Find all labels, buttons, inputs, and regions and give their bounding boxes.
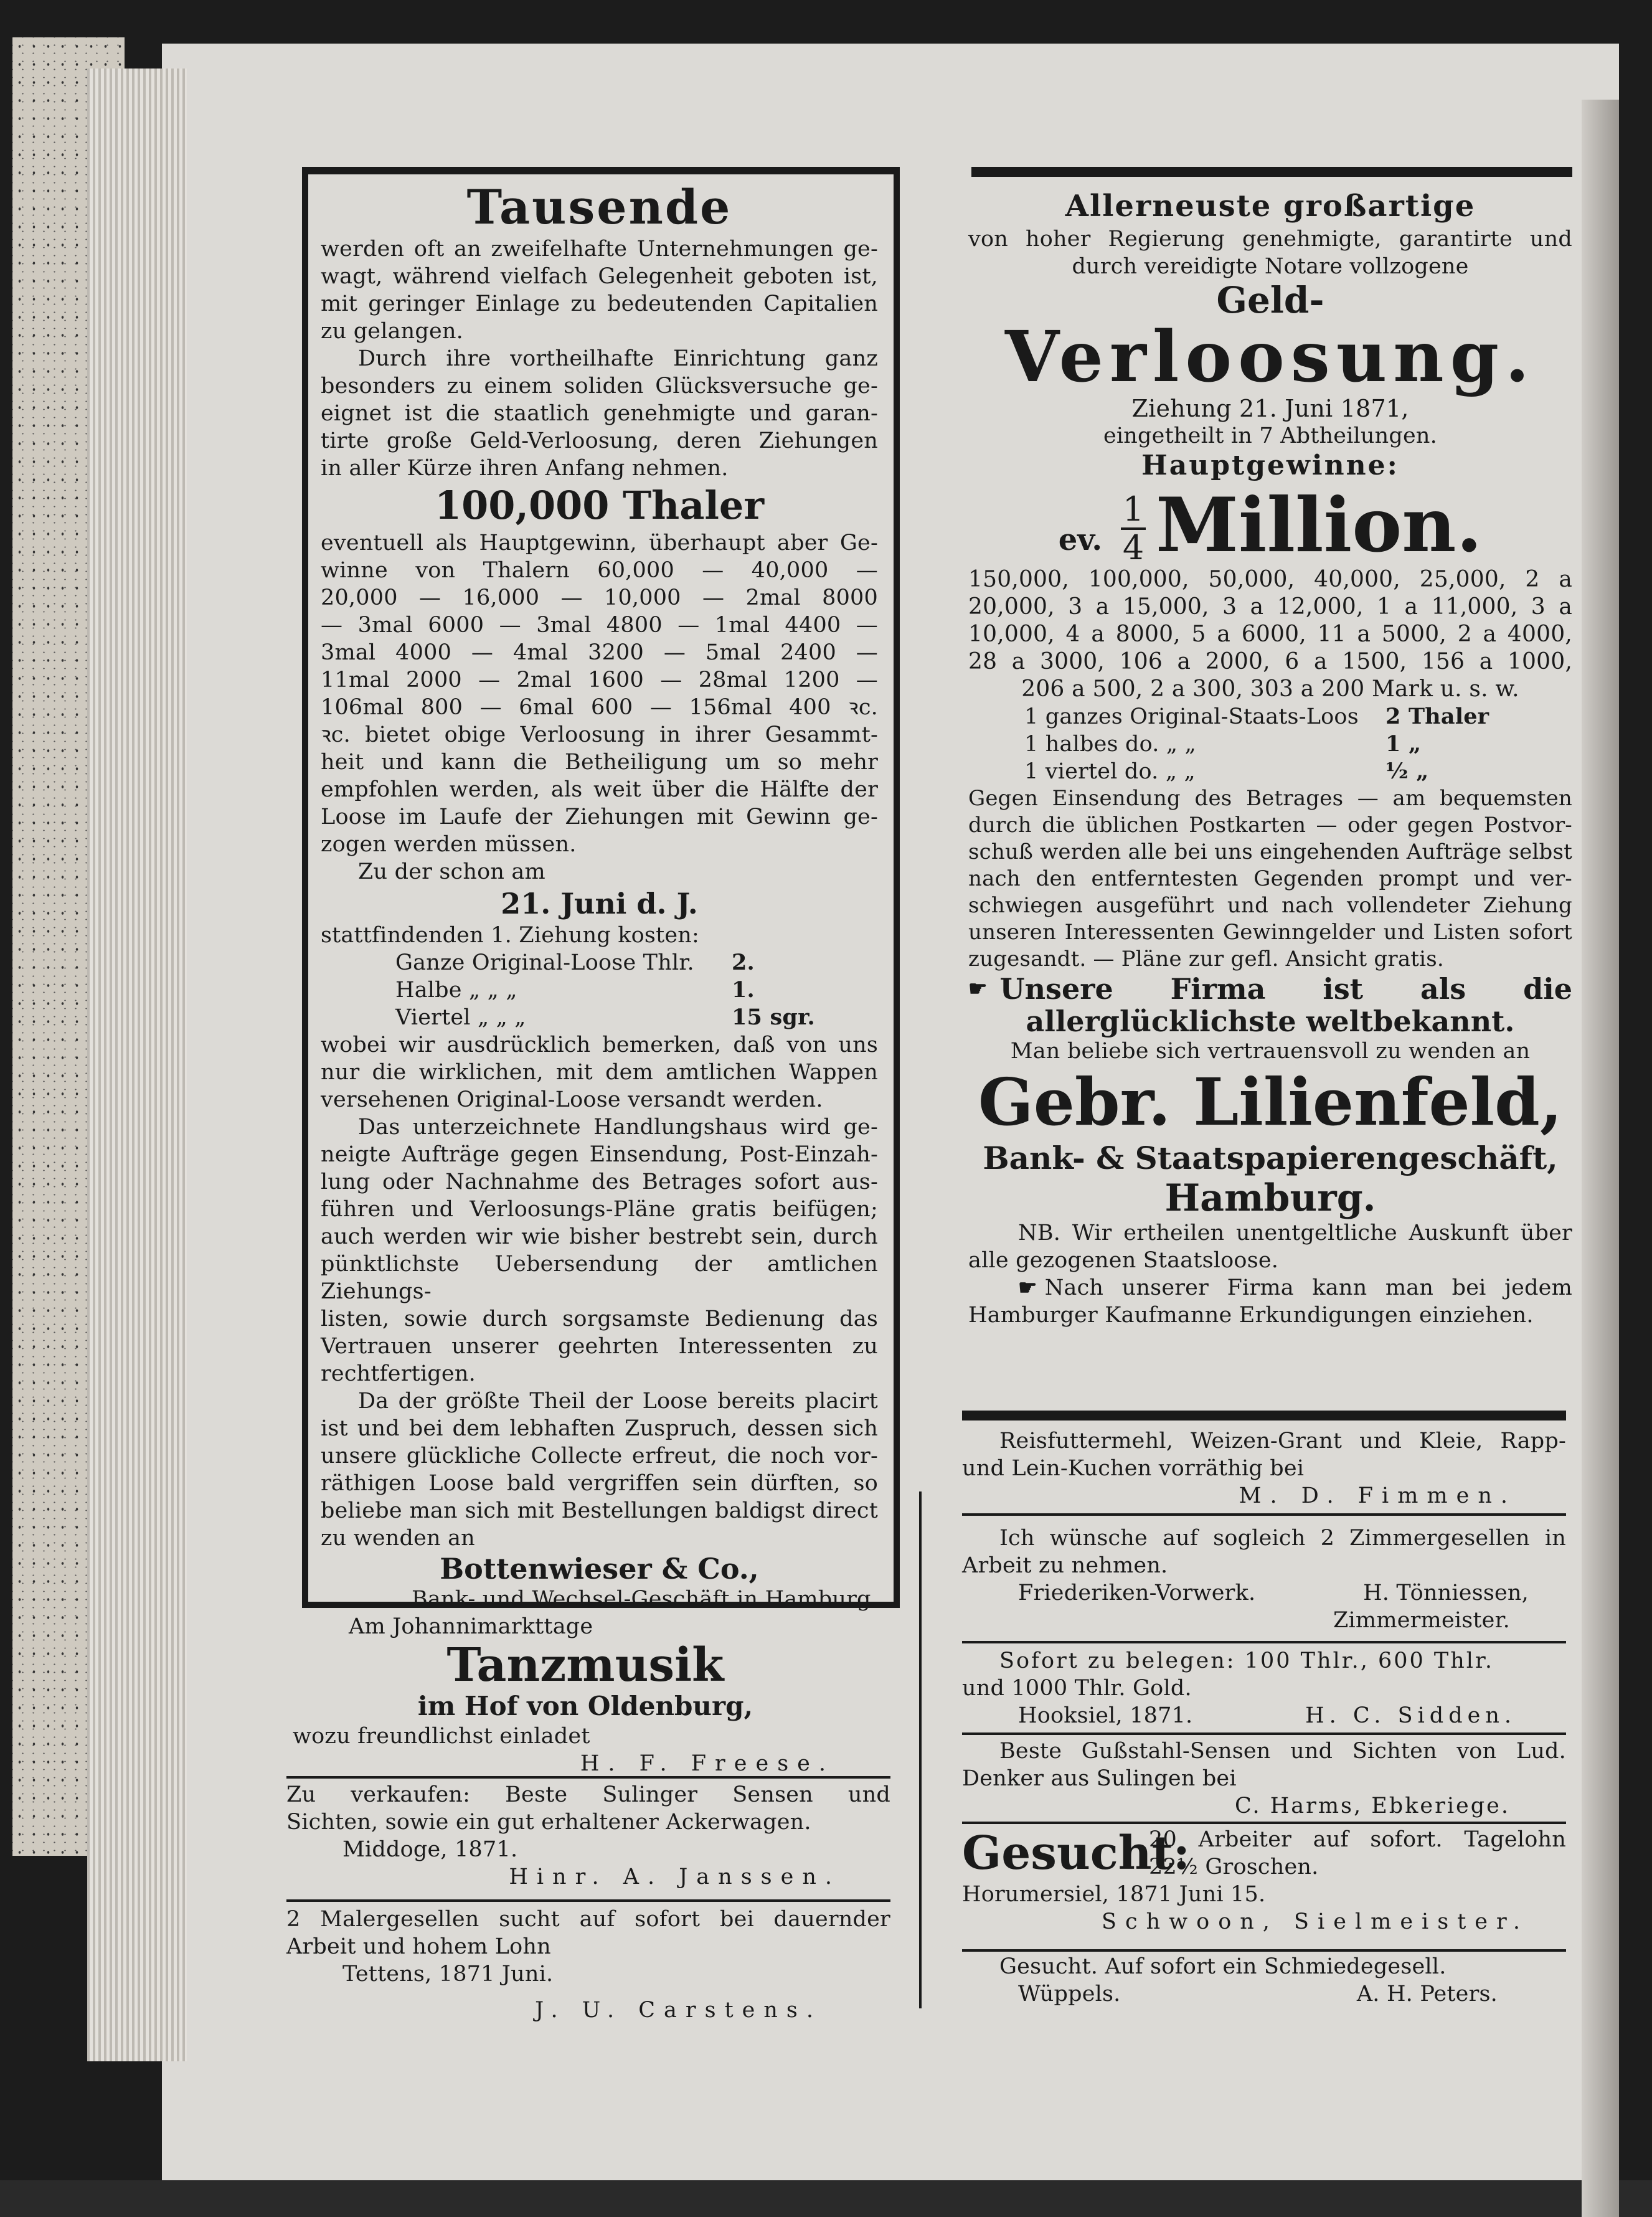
sulingen-notice (286, 1781, 890, 1891)
text-line: 10,000, 4 a 8000, 5 a 6000, 11 a 5000, 2 a 4000, (968, 622, 1572, 647)
text-line: Nach unserer Firma kann man bei jedem (1044, 1275, 1572, 1300)
firm-claim-2: allerglücklichste weltbekannt. (1026, 1005, 1515, 1038)
text-line: heit und kann die Betheiligung um so mehr (321, 750, 878, 775)
divider (962, 1949, 1566, 1952)
place-date: Tettens, 1871 Juni. (342, 1962, 554, 1987)
text-line: durch die üblichen Postkarten — oder gegen Postvor- (968, 813, 1572, 838)
pointing-hand-icon: ☛ (968, 976, 988, 1001)
place: Wüppels. (1018, 1982, 1121, 2007)
pointing-hand-icon: ☛ (1018, 1275, 1037, 1300)
signature: Hinr. A. Janssen. (509, 1865, 841, 1889)
loose-row (968, 758, 1572, 785)
text-line: zu gelangen. (321, 319, 464, 344)
price-label: Halbe „ „ „ (395, 978, 517, 1003)
text-line: lung oder Nachnahme des Betrages sofort aus- (321, 1170, 878, 1194)
text-line: wagt, während vielfach Gelegenheit geboten ist, (321, 264, 878, 289)
text-line: 150,000, 100,000, 50,000, 40,000, 25,000, 2 a (968, 567, 1572, 592)
million-line (968, 481, 1572, 569)
lottery-ad-content (321, 174, 878, 1613)
text-line: 28 a 3000, 106 a 2000, 6 a 1500, 156 a 1000, (968, 649, 1572, 674)
fraction (1121, 491, 1146, 566)
text-line: schwiegen ausgeführt und nach vollendeter Ziehung (968, 893, 1572, 918)
signature: A. H. Peters. (1356, 1982, 1498, 2007)
column-divider (919, 1491, 922, 2008)
paragraph-7 (321, 1113, 878, 1387)
sign-row (962, 1702, 1566, 1729)
text-line: Da der größte Theil der Loose bereits placirt (358, 1389, 878, 1414)
text-line: mit geringer Einlage zu bedeutenden Capitalien (321, 291, 878, 316)
text-line: Arbeit und hohem Lohn (286, 1934, 551, 1959)
text-line: beliebe man sich mit Bestellungen baldigst direct (321, 1498, 878, 1523)
prize-list (968, 566, 1572, 703)
text-line: Reisfuttermehl, Weizen-Grant und Kleie, Rapp- (999, 1429, 1566, 1454)
carpenter-notice (962, 1524, 1566, 1634)
wanted-word: Gesucht: (962, 1827, 1191, 1880)
price-row (321, 1004, 878, 1031)
text-line: Beste Gußstahl-Sensen und Sichten von Lud. (999, 1739, 1566, 1764)
dance-subtitle: im Hof von Oldenburg, (417, 1691, 753, 1721)
text-line: unseren Interessenten Gewinngelder und Listen sofort (968, 920, 1572, 945)
signature: C. Harms, Ebkeriege. (1234, 1794, 1510, 1818)
text-line: 3mal 4000 — 4mal 3200 — 5mal 2400 — (321, 640, 878, 665)
text-line: stattfindenden 1. Ziehung kosten: (321, 923, 700, 948)
paragraph-6 (321, 1031, 878, 1113)
place-date: Middoge, 1871. (342, 1837, 518, 1862)
text-line: 20 Arbeiter auf sofort. Tagelohn (1149, 1827, 1566, 1852)
price-value: 1. (732, 977, 755, 1003)
sign-row (962, 1579, 1566, 1607)
ad-verloosung: Verloosung. (1004, 316, 1536, 398)
loose-label: 1 halbes do. „ „ (1024, 732, 1196, 757)
price-row (321, 949, 878, 976)
text-line: führen und Verloosungs-Pläne gratis beifügen; (321, 1197, 878, 1222)
text-line: räthigen Loose bald vergriffen sein dürften, so (321, 1471, 878, 1496)
text-line: auch werden wir wie bisher bestrebt sein, durch (321, 1224, 878, 1249)
text-line: besonders zu einem soliden Glücksversuche ge- (321, 374, 878, 399)
text-line: nach den entferntesten Gegenden prompt und ver- (968, 866, 1572, 891)
text-line: Durch ihre vortheilhafte Einrichtung ganz (358, 346, 878, 371)
text-line: listen, sowie durch sorgsamste Bedienung das (321, 1307, 878, 1331)
dance-signature: H. F. Freese. (580, 1751, 834, 1776)
text-line: Arbeit zu nehmen. (962, 1553, 1168, 1578)
paragraph-1 (321, 235, 878, 345)
loose-value: 2 Thaler (1385, 704, 1489, 729)
wanted-text (1149, 1826, 1566, 1881)
text-line: werden oft an zweifelhafte Unternehmungen ge- (321, 237, 878, 262)
text-line: nur die wirklichen, mit dem amtlichen Wappen (321, 1060, 878, 1085)
painter-notice (286, 1906, 890, 2024)
text-line: in aller Kürze ihren Anfang nehmen. (321, 456, 729, 481)
prize-amount: 100,000 Thaler (434, 483, 765, 528)
divider (962, 1732, 1566, 1735)
divider (962, 1641, 1566, 1643)
ad-title: Allerneuste großartige (1065, 189, 1476, 224)
ad-geld: Geld- (1216, 279, 1324, 321)
text-line: 206 a 500, 2 a 300, 303 a 200 Mark u. s. w. (1021, 676, 1519, 702)
nb2-paragraph (968, 1274, 1572, 1329)
paragraph-8 (321, 1387, 878, 1552)
dance-title: Tanzmusik (446, 1638, 724, 1692)
place-date: Horumersiel, 1871 Juni 15. (962, 1882, 1266, 1907)
text-line: Hamburger Kaufmanne Erkundigungen einziehen. (968, 1303, 1534, 1328)
draw-date: 21. Juni d. J. (501, 887, 698, 920)
divider (286, 1899, 890, 1902)
text-line: ist und bei dem lebhaften Zuspruch, dessen sich (321, 1416, 878, 1441)
dance-notice (293, 1613, 878, 1777)
price-label: Viertel „ „ „ (395, 1005, 526, 1030)
text-line: durch vereidigte Notare vollzogene (1072, 254, 1469, 279)
money-notice (962, 1647, 1566, 1729)
loose-label: 1 ganzes Original-Staats-Loos (1024, 704, 1359, 729)
main-prizes-heading: Hauptgewinne: (1141, 450, 1399, 481)
text-line: unsere glückliche Collecte erfreut, die noch vor- (321, 1444, 878, 1468)
text-line: Vertrauen unserer geehrten Interessenten zu (321, 1334, 878, 1359)
top-rule (971, 167, 1572, 177)
loose-prices (968, 703, 1572, 785)
ad-heading: Tausende (466, 179, 732, 235)
paragraph-2 (321, 345, 878, 482)
firm-claim-line (968, 973, 1572, 1005)
nb-paragraph (968, 1219, 1572, 1274)
city-line: Hamburg. (1164, 1176, 1376, 1220)
loose-row (968, 730, 1572, 758)
text-line: 2 Malergesellen sucht auf sofort bei dauernder (286, 1907, 890, 1932)
text-line: Denker aus Sulingen bei (962, 1766, 1237, 1791)
text-line: eignet ist die staatlich genehmigte und garan- (321, 401, 878, 426)
text-line: 20,000 — 16,000 — 10,000 — 2mal 8000 (321, 585, 878, 610)
text-line: ꝛc. bietet obige Verloosung in ihrer Gesammt- (321, 722, 878, 747)
loose-row (968, 703, 1572, 730)
page-stack-edge (87, 69, 187, 2061)
text-line: empfohlen werden, als weit über die Hälfte der (321, 777, 878, 802)
text-line: — 3mal 6000 — 3mal 4800 — 1mal 4400 — (321, 613, 878, 638)
ordering-paragraph (968, 785, 1572, 973)
place: Hooksiel, 1871. (1018, 1703, 1193, 1728)
text-line: wobei wir ausdrücklich bemerken, daß von uns (321, 1033, 878, 1057)
place: Friederiken-Vorwerk. (1018, 1581, 1256, 1605)
signature: H. C. Sidden. (1305, 1703, 1516, 1728)
lottery-ad-box (302, 167, 900, 1612)
text-line: zu wenden an (321, 1526, 475, 1551)
dance-line-1: Am Johannimarkttage (349, 1614, 593, 1639)
text-line: von hoher Regierung genehmigte, garantirte und (968, 227, 1572, 252)
text-line: Ziehung 21. Juni 1871, (1131, 395, 1409, 422)
loose-label: 1 viertel do. „ „ (1024, 759, 1196, 784)
price-label: Ganze Original-Loose Thlr. (395, 950, 694, 975)
bank-line: Bank- & Staatspapierengeschäft, (983, 1140, 1558, 1176)
sign-row (962, 1980, 1566, 2008)
text-line: rechtfertigen. (321, 1361, 476, 1386)
signature: M. D. Fimmen. (1239, 1483, 1516, 1508)
text-line: 106mal 800 — 6mal 600 — 156mal 400 ꝛc. (321, 695, 878, 720)
firm-subtitle: Bank- und Wechsel-Geschäft in Hamburg. (412, 1587, 878, 1612)
wanted-line (962, 1826, 1566, 1881)
page-binding-shadow (1582, 100, 1619, 2217)
smith-notice (962, 1953, 1566, 2008)
text-line: schuß werden alle bei uns eingehenden Aufträge selbst (968, 839, 1572, 864)
text-line: zogen werden müssen. (321, 832, 577, 857)
text-line: Sofort zu belegen: 100 Thlr., 600 Thlr. (999, 1648, 1494, 1673)
million-word: Million. (1156, 481, 1483, 569)
firm-claim: Unsere Firma ist als die (999, 972, 1572, 1006)
text-line: 11mal 2000 — 2mal 1600 — 28mal 1200 — (321, 668, 878, 693)
text-line: und 1000 Thlr. Gold. (962, 1676, 1192, 1701)
text-line: winne von Thalern 60,000 — 40,000 — (321, 558, 878, 583)
text-line: Gesucht. Auf sofort ein Schmiedegesell. (999, 1954, 1447, 1979)
text-line: Zu verkaufen: Beste Sulinger Sensen und (286, 1782, 890, 1807)
paragraph-3 (321, 529, 878, 886)
loose-value: ½ „ (1385, 759, 1429, 784)
workers-notice (962, 1826, 1566, 1936)
divider (962, 1513, 1566, 1516)
text-line: Loose im Laufe der Ziehungen mit Gewinn ge- (321, 805, 878, 830)
signature-title: Zimmermeister. (1333, 1608, 1510, 1633)
text-line: zugesandt. — Pläne zur gefl. Ansicht gratis. (968, 947, 1444, 971)
text-line: Zu der schon am (358, 859, 545, 884)
text-line: versehenen Original-Loose versandt werden. (321, 1087, 823, 1112)
text-line: und Lein-Kuchen vorräthig bei (962, 1456, 1305, 1481)
text-line: neigte Aufträge gegen Einsendung, Post-Einzah- (321, 1142, 878, 1167)
text-line: Man beliebe sich vertrauensvoll zu wenden an (1010, 1039, 1531, 1064)
feed-notice (962, 1427, 1566, 1510)
divider (962, 1822, 1566, 1824)
text-line: tirte große Geld-Verloosung, deren Ziehungen (321, 428, 878, 453)
text-line: 20,000, 3 a 15,000, 3 a 12,000, 1 a 11,000, 3 a (968, 594, 1572, 620)
text-line: pünktlichste Uebersendung der amtlichen Ziehungs- (321, 1252, 878, 1304)
fraction-numerator: 1 (1122, 489, 1145, 529)
loose-value: 1 „ (1385, 731, 1422, 757)
lottery-ad-right (968, 187, 1572, 1329)
text-line: Ich wünsche auf sogleich 2 Zimmergesellen in (999, 1526, 1566, 1551)
text-line: Das unterzeichnete Handlungshaus wird ge- (358, 1115, 878, 1140)
text-line: alle gezogenen Staatsloose. (968, 1248, 1279, 1273)
divider (286, 1776, 890, 1779)
text-line: eventuell als Hauptgewinn, überhaupt aber Ge- (321, 531, 878, 555)
nb2-line (968, 1274, 1572, 1302)
signature: Schwoon, Sielmeister. (1102, 1909, 1529, 1934)
price-value: 15 sgr. (732, 1005, 815, 1030)
dance-line-3: wozu freundlichst einladet (293, 1724, 590, 1749)
bottom-rule (962, 1411, 1566, 1420)
signature: J. U. Carstens. (535, 1998, 822, 2023)
firm-name: Bottenwieser & Co., (440, 1552, 759, 1586)
price-value: 2. (732, 950, 755, 975)
scythe-notice (962, 1737, 1566, 1820)
text-line: 22½ Groschen. (1149, 1855, 1319, 1879)
fraction-denominator: 4 (1121, 527, 1146, 566)
price-list (321, 922, 878, 1031)
ev-label: ev. (1058, 522, 1103, 557)
text-line: Sichten, sowie ein gut erhaltener Ackerwagen. (286, 1810, 811, 1835)
signature: H. Tönniessen, (1363, 1581, 1529, 1605)
text-line: eingetheilt in 7 Abtheilungen. (1103, 423, 1437, 448)
text-line: Gegen Einsendung des Betrages — am bequemsten (968, 786, 1572, 811)
price-row (321, 976, 878, 1004)
firm-name-lilienfeld: Gebr. Lilienfeld, (978, 1064, 1563, 1140)
text-line: NB. Wir ertheilen unentgeltliche Auskunft über (1018, 1221, 1572, 1246)
